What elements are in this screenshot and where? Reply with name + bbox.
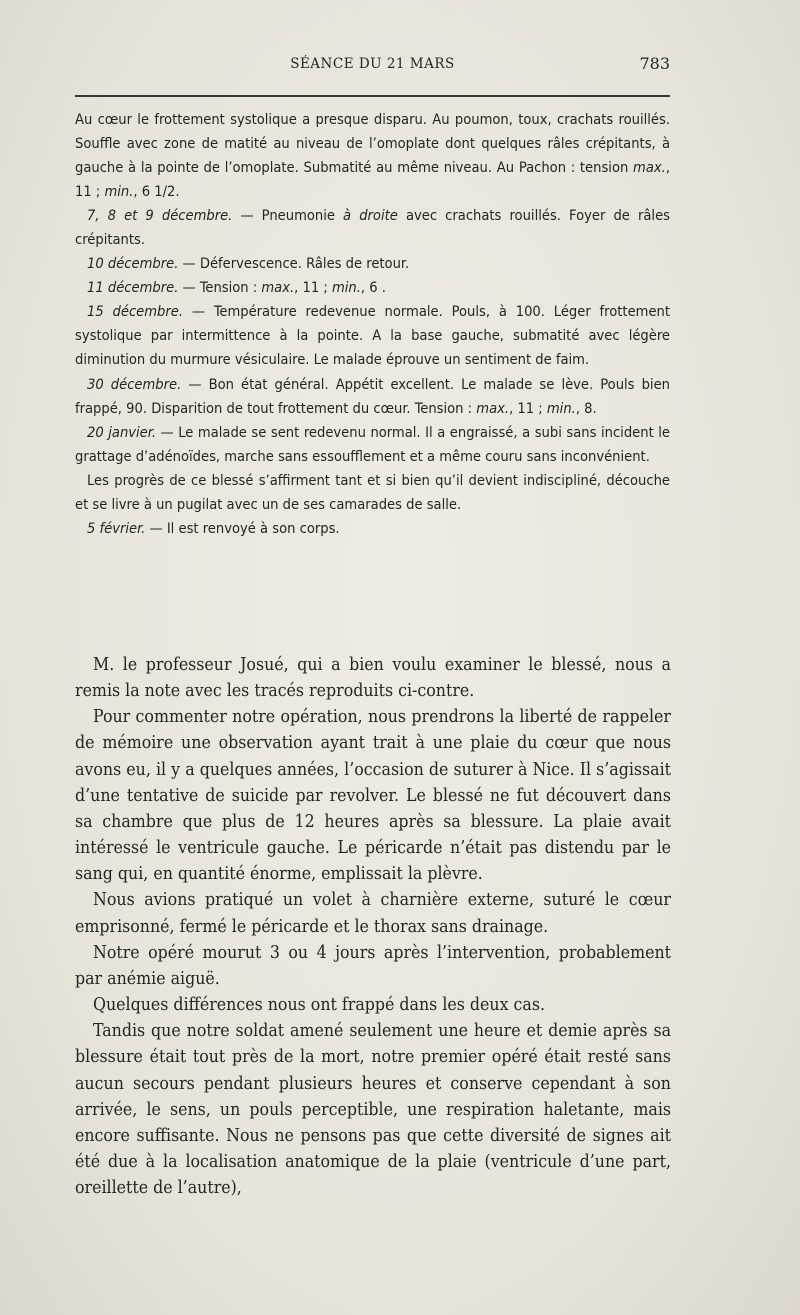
running-head-title: SÉANCE DU 21 MARS	[290, 56, 455, 72]
case-note-text: , 11 ;	[75, 159, 670, 201]
body-paragraph: Tandis que notre soldat amené seulement une heure et demie après sa blessure était tout près de la mort, notre premier opéré était resté sans aucun secours pendant plusieurs heures et conserve cependant à son arrivée, le sens, un pouls perceptible, une respiration haletante, mais encore suffisante. Nous ne pensons pas que cette diversité de signes ait été due à la localisation anatomique de la plaie (ventricule d’une part, oreillette de l’autre),	[75, 1021, 671, 1199]
case-note-paragraph	[75, 517, 670, 541]
header-rule	[75, 95, 670, 97]
case-note-text: , 6 .	[360, 279, 386, 297]
body-paragraph: Nous avions pratiqué un volet à charnière externe, suturé le cœur emprisonné, fermé le péricarde et le thorax sans drainage.	[75, 890, 671, 937]
case-note-text: avec crachats rouillés. Foyer de râles crépitants.	[75, 207, 670, 249]
body-paragraph: Quelques différences nous ont frappé dans les deux cas.	[93, 995, 545, 1016]
case-note-text: — Température redevenue normale. Pouls, à 100. Léger frottement systolique par intermittence à la pointe. A la base gauche, submatité avec légère diminution du murmure vésiculaire. Le malade éprouve un sentiment de faim.	[75, 303, 670, 369]
case-note-text: , 11 ;	[509, 399, 547, 417]
case-note-date: 20 janvier.	[87, 423, 156, 441]
case-note-paragraph	[75, 421, 670, 469]
case-note-text: — Il est renvoyé à son corps.	[145, 519, 340, 537]
case-note-paragraph	[75, 108, 670, 204]
case-note-date: 7, 8 et 9 décembre.	[87, 207, 233, 225]
case-note-emphasis: max.	[261, 279, 295, 297]
case-note-paragraph: Les progrès de ce blessé s’affirment tant et si bien qu’il devient indiscipliné, découche et se livre à un pugilat avec un de ses camarades de salle.	[75, 471, 670, 513]
case-note-paragraph	[75, 276, 670, 300]
case-note-text: , 11 ;	[294, 279, 332, 297]
case-note-paragraph	[75, 373, 670, 421]
body-paragraph: Pour commenter notre opération, nous prendrons la liberté de rappeler de mémoire une observation ayant trait à une plaie du cœur que nous avons eu, il y a quelques années, l’occasion de suturer à Nice. Il s’agissait d’une tentative de suicide par revolver. Le blessé ne fut découvert dans sa chambre que plus de 12 heures après sa blessure. La plaie avait intéressé le ventricule gauche. Le péricarde n’était pas distendu par le sang qui, en quantité énorme, emplissait la plèvre.	[75, 707, 671, 885]
case-note-text: — Bon état général. Appétit excellent. Le malade se lève. Pouls bien frappé, 90. Disparition de tout frottement du cœur. Tension :	[75, 375, 670, 417]
case-note-text: Au cœur le frottement systolique a presque disparu. Au poumon, toux, crachats rouillés. Souffle avec zone de matité au niveau de l’omoplate dont quelques râles crépitants, à gauche à la pointe de l’omoplate. Submatité au même niveau. Au Pachon : tension	[75, 111, 670, 177]
case-note-emphasis: max.	[633, 159, 666, 177]
body-paragraph: M. le professeur Josué, qui a bien voulu examiner le blessé, nous a remis la note avec les tracés reproduits ci-contre.	[75, 655, 671, 702]
page-number: 783	[639, 54, 670, 73]
case-note-text: , 6 1/2.	[133, 183, 180, 201]
case-note-date: 5 février.	[87, 519, 146, 537]
case-note-text: — Pneumonie	[232, 207, 344, 225]
case-note-paragraph	[75, 204, 670, 252]
case-notes-section	[75, 108, 670, 541]
running-head	[75, 52, 670, 76]
case-note-text: — Tension :	[178, 279, 262, 297]
case-note-text: — Défervescence. Râles de retour.	[178, 255, 410, 273]
case-note-paragraph	[75, 252, 670, 276]
case-note-text: — Le malade se sent redevenu normal. Il a engraissé, a subi sans incident le grattage d’adénoïdes, marche sans essoufflement et a même couru sans inconvénient.	[75, 423, 670, 465]
case-note-emphasis: à droite	[343, 207, 398, 225]
case-note-text: , 8.	[575, 399, 597, 417]
case-note-emphasis: min.	[331, 279, 361, 297]
case-note-date: 15 décembre.	[87, 303, 184, 321]
body-paragraph: Notre opéré mourut 3 ou 4 jours après l’intervention, probablement par anémie aiguë.	[75, 942, 671, 989]
case-note-date: 11 décembre.	[87, 279, 179, 297]
case-note-date: 10 décembre.	[87, 255, 179, 273]
main-body-text	[75, 652, 671, 1201]
case-note-date: 30 décembre.	[87, 375, 182, 393]
case-note-emphasis: min.	[546, 399, 576, 417]
case-note-emphasis: max.	[476, 399, 510, 417]
case-note-emphasis: min.	[104, 183, 134, 201]
case-note-paragraph	[75, 300, 670, 372]
